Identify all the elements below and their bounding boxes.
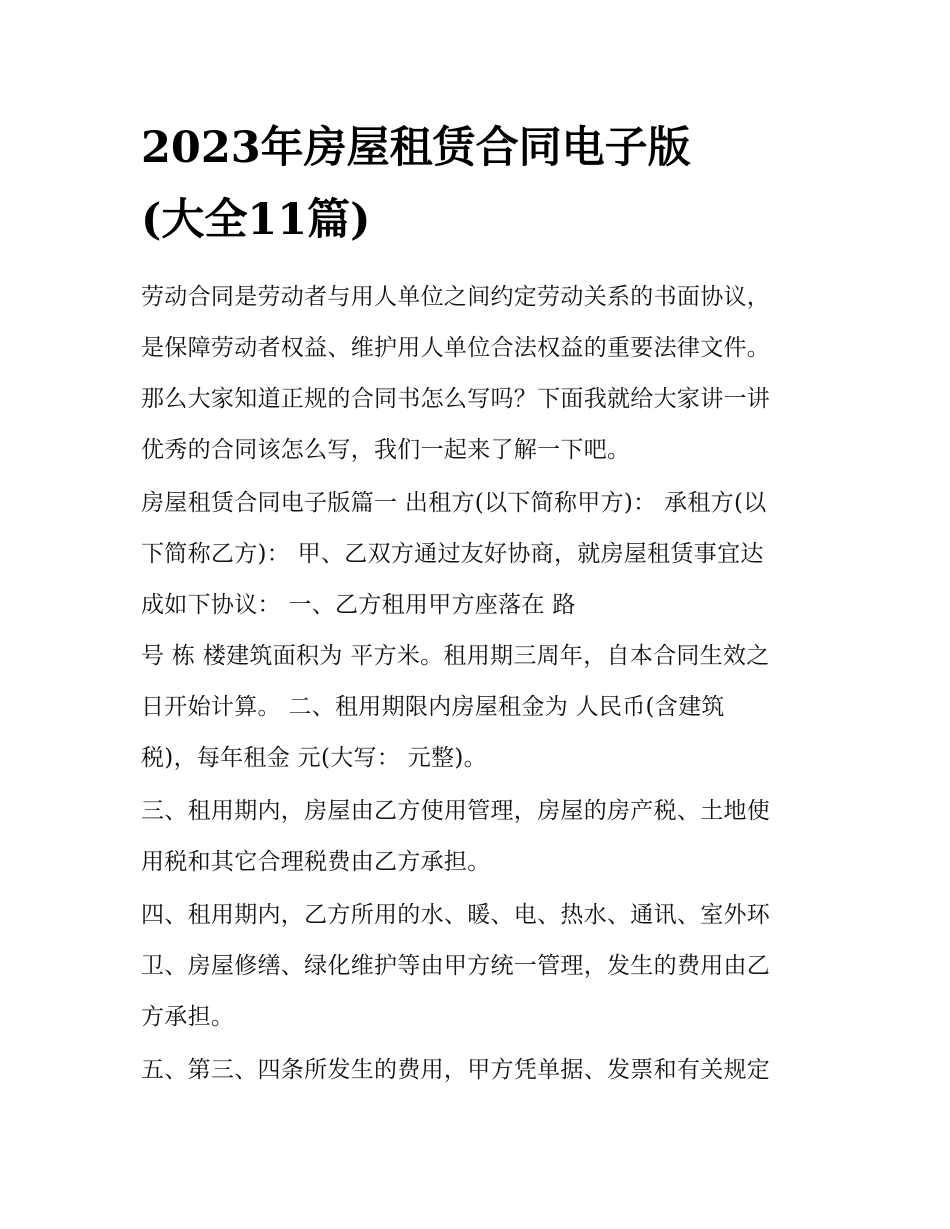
paragraph-clause-four [141,890,821,1043]
text-line: 下简称乙方)： 甲、乙双方通过友好协商，就房屋租赁事宜达 [141,541,764,567]
text-line: 税)，每年租金 元(大写： 元整)。 [141,745,487,771]
text-line: 卫、房屋修缮、绿化维护等由甲方统一管理，发生的费用由乙 [141,953,771,979]
title-line-1: 2023年房屋租赁合同电子版 [141,123,691,173]
paragraph-intro [141,272,821,476]
paragraph-contract-one [141,478,821,784]
text-line: 日开始计算。 二、租用期限内房屋租金为 人民币(含建筑 [141,694,725,720]
text-line: 用税和其它合理税费由乙方承担。 [141,849,491,875]
text-line: 号 栋 楼建筑面积为 平方米。租用期三周年，自本合同生效之 [141,643,770,669]
text-line: 那么大家知道正规的合同书怎么写吗？下面我就给大家讲一讲 [141,386,771,412]
text-line: 四、租用期内，乙方所用的水、暖、电、热水、通讯、室外环 [141,902,771,928]
text-line: 五、第三、四条所发生的费用，甲方凭单据、发票和有关规定 [141,1057,771,1083]
text-line: 是保障劳动者权益、维护用人单位合法权益的重要法律文件。 [141,335,771,361]
paragraph-clause-five [141,1045,821,1096]
document-body [141,272,821,1096]
title-line-2: (大全11篇) [141,195,371,245]
text-line: 成如下协议： 一、乙方租用甲方座落在 路 [141,592,576,618]
text-line: 劳动合同是劳动者与用人单位之间约定劳动关系的书面协议， [141,284,771,310]
text-line: 三、租用期内，房屋由乙方使用管理，房屋的房产税、土地使 [141,798,771,824]
text-line: 方承担。 [141,1004,235,1030]
document-page [141,112,821,1098]
paragraph-clause-three [141,786,821,888]
text-line: 房屋租赁合同电子版篇一 出租方(以下简称甲方)： 承租方(以 [141,490,767,516]
document-title [141,112,821,256]
text-line: 优秀的合同该怎么写，我们一起来了解一下吧。 [141,437,631,463]
